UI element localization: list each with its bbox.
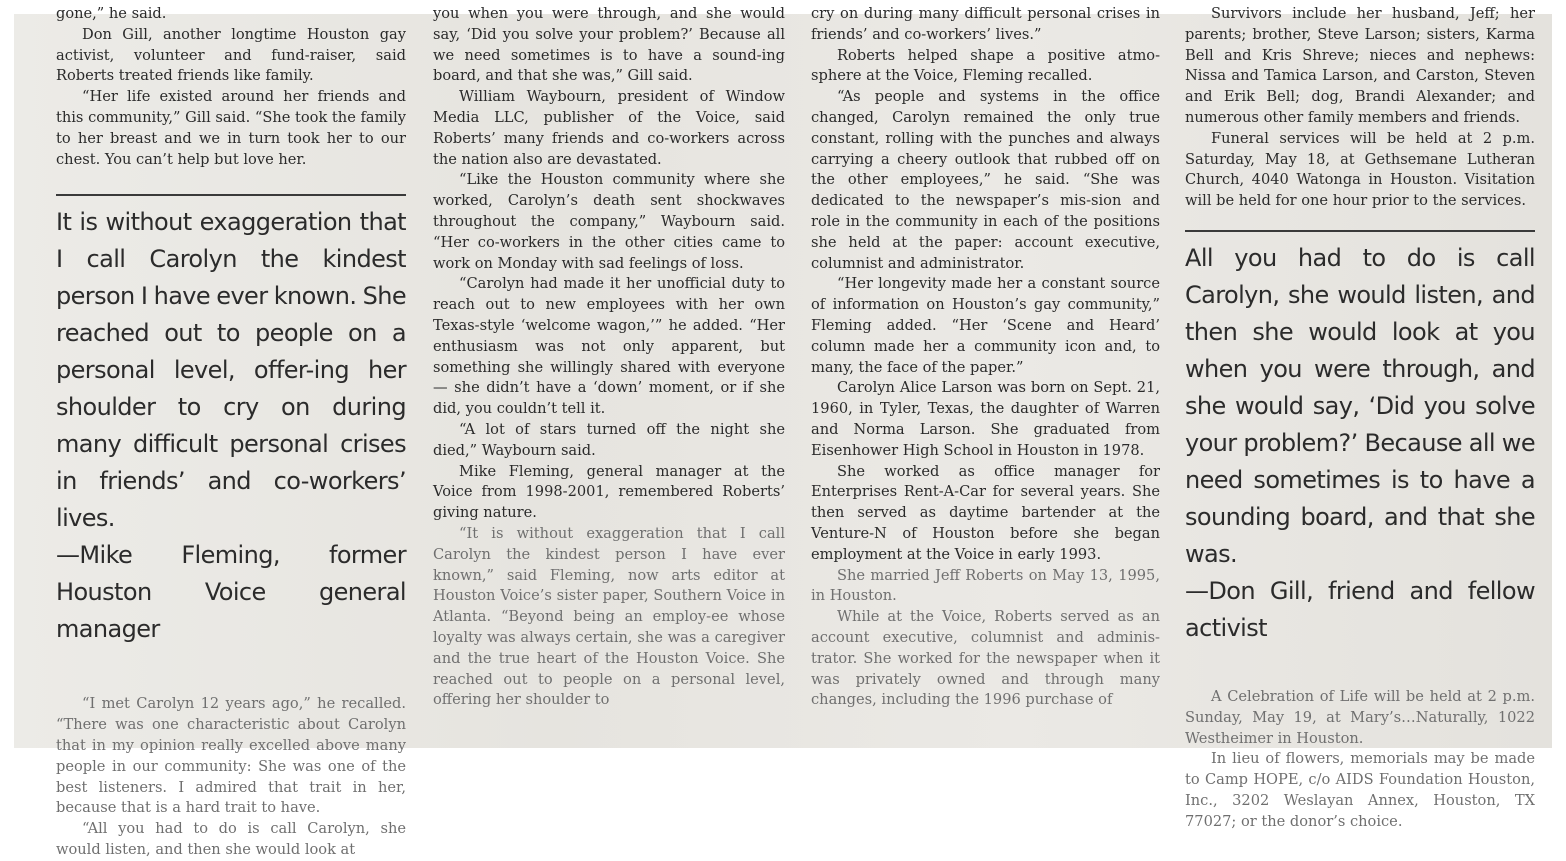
paragraph: cry on during many difficult personal crises in friends’ and co-workers’ lives.” — [811, 5, 1160, 43]
divider-rule — [56, 194, 406, 196]
pull-quote-text: All you had to do is call Carolyn, she would listen, and then she would look at you when you were through, and she would say, ‘Did you solve your problem?’ Because all we need sometimes is to have a sounding board, and that she was. — [1185, 243, 1535, 568]
paragraph: Funeral services will be held at 2 p.m. Saturday, May 18, at Gethsemane Lutheran Church, 4040 Watonga in Houston. Visitation will be held for one hour prior to the services. — [1185, 129, 1535, 210]
pull-quote-attribution: —Don Gill, friend and fellow activist — [1185, 576, 1535, 642]
paragraph: While at the Voice, Roberts served as an account executive, columnist and adminis-trator. She worked for the newspaper when it was privately owned and through many changes, including the 1996 purchase of — [811, 608, 1160, 709]
paragraph: you when you were through, and she would say, ‘Did you solve your problem?’ Because all we need sometimes is to have a sound-ing board, and that she was,” Gill said. — [433, 5, 785, 85]
newspaper-page — [14, 5, 1552, 858]
paragraph: Mike Fleming, general manager at the Voice from 1998-2001, remembered Roberts’ giving nature. — [433, 462, 785, 522]
paragraph: Carolyn Alice Larson was born on Sept. 21, 1960, in Tyler, Texas, the daughter of Warren and Norma Larson. She graduated from Eisenhower High School in Houston in 1978. — [811, 379, 1160, 459]
paragraph: Roberts helped shape a positive atmo-sphere at the Voice, Fleming recalled. — [811, 46, 1160, 85]
article-column-2 — [433, 4, 785, 711]
paragraph: “As people and systems in the office changed, Carolyn remained the only true constant, rolling with the punches and always carrying a cheery outlook that rubbed off on the other employees,” he said. “She was dedicated to the newspaper’s mis-sion and role in the community in each of the positions she held at the paper: account executive, columnist and administrator. — [811, 88, 1160, 272]
article-column-1 — [56, 4, 406, 861]
divider-rule — [1185, 230, 1535, 232]
pull-quote — [1185, 240, 1535, 647]
article-column-4 — [1185, 4, 1535, 833]
paragraph: In lieu of flowers, memorials may be made to Camp HOPE, c/o AIDS Foundation Houston, Inc., 3202 Weslayan Annex, Houston, TX 77027; or the donor’s choice. — [1185, 750, 1535, 830]
paragraph: “Her life existed around her friends and this community,” Gill said. “She took the family to her breast and we in turn took her to our chest. You can’t help but love her. — [56, 88, 406, 168]
paragraph: gone,” he said. — [56, 5, 167, 22]
paragraph: “All you had to do is call Carolyn, she would listen, and then she would look at — [56, 820, 406, 858]
article-column-3 — [811, 4, 1160, 711]
paragraph: Don Gill, another longtime Houston gay activist, volunteer and fund-raiser, said Roberts treated friends like family. — [56, 25, 406, 85]
pull-quote-text: It is without exaggeration that I call Carolyn the kindest person I have ever known. She reached out to people on a personal level, offer-ing her shoulder to cry on during many difficult personal crises in friends’ and co-workers’ lives. — [56, 208, 406, 533]
paragraph: “Her longevity made her a constant source of information on Houston’s gay community,” Fleming added. “Her ‘Scene and Heard’ column made her a community icon and, to many, the face of the paper.” — [811, 275, 1160, 376]
paragraph: She married Jeff Roberts on May 13, 1995, in Houston. — [811, 566, 1160, 605]
paragraph: “I met Carolyn 12 years ago,” he recalled. “There was one characteristic about Carolyn that in my opinion really excelled above many people in our community: She was one of the best listeners. I admired that trait in her, because that is a hard trait to have. — [56, 695, 406, 817]
pull-quote — [56, 204, 406, 648]
paragraph: “Like the Houston community where she worked, Carolyn’s death sent shockwaves throughout the company,” Waybourn said. “Her co-workers in the other cities came to work on Monday with sad feelings of loss. — [433, 171, 785, 272]
paragraph: “Carolyn had made it her unofficial duty to reach out to new employees with her own Texas-style ‘welcome wagon,’” he added. “Her enthusiasm was not only apparent, but something she willingly shared with everyone — she didn’t have a ‘down’ moment, or if she did, you couldn’t tell it. — [433, 275, 785, 418]
paragraph: “It is without exaggeration that I call Carolyn the kindest person I have ever known,” said Fleming, now arts editor at Houston Voice’s sister paper, Southern Voice in Atlanta. “Beyond being an employ-ee whose loyalty was always certain, she was a caregiver and the true heart of the Houston Voice. She reached out to people on a personal level, offering her shoulder to — [433, 524, 785, 709]
paragraph: William Waybourn, president of Window Media LLC, publisher of the Voice, said Roberts’ many friends and co-workers across the nation also are devastated. — [433, 88, 785, 168]
paragraph: A Celebration of Life will be held at 2 p.m. Sunday, May 19, at Mary’s…Naturally, 1022 Westheimer in Houston. — [1185, 687, 1535, 747]
pull-quote-attribution: —Mike Fleming, former Houston Voice general manager — [56, 541, 406, 644]
paragraph: Survivors include her husband, Jeff; her parents; brother, Steve Larson; sisters, Karma Bell and Kris Shreve; nieces and nephews: Nissa and Tamica Larson, and Carston, Steven and Erik Bell; dog, Brandi Alexander; and numerous other family members and friends. — [1185, 5, 1535, 126]
paragraph: “A lot of stars turned off the night she died,” Waybourn said. — [433, 420, 785, 459]
paragraph: She worked as office manager for Enterprises Rent-A-Car for several years. She then served as daytime bartender at the Venture-N of Houston before she began employment at the Voice in early 1993. — [811, 462, 1160, 563]
